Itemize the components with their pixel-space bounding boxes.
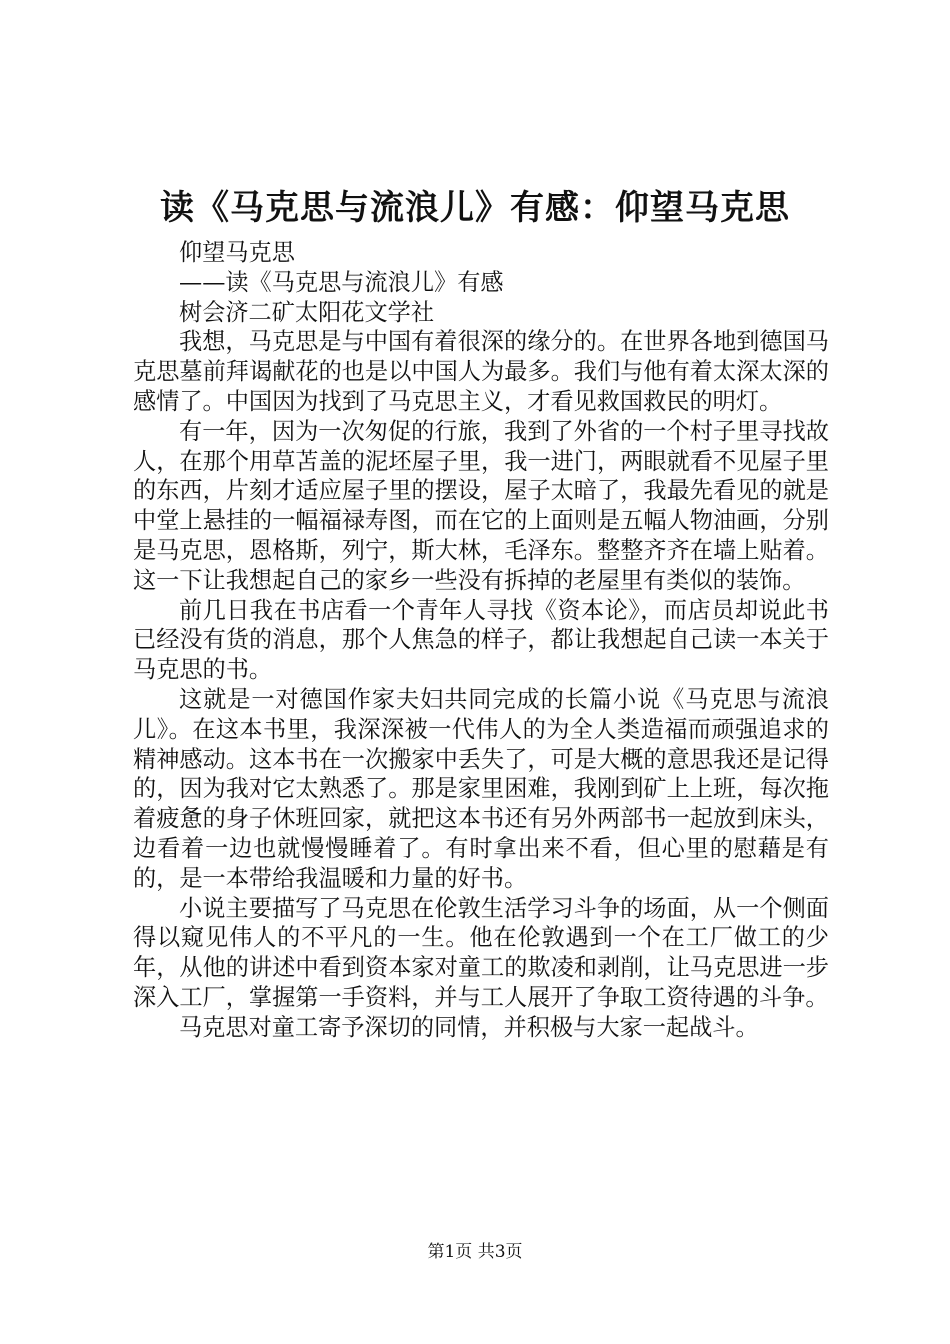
body-paragraph: 我想，马克思是与中国有着很深的缘分的。在世界各地到德国马克思墓前拜谒献花的也是以中国人为最多。我们与他有着太深太深的感情了。中国因为找到了马克思主义，才看见救国救民的明灯。 <box>133 328 829 415</box>
body-paragraph: 这就是一对德国作家夫妇共同完成的长篇小说《马克思与流浪儿》。在这本书里，我深深被一代伟人的为全人类造福而顽强追求的精神感动。这本书在一次搬家中丢失了，可是大概的意思我还是记得的，因为我对它太熟悉了。那是家里困难，我刚到矿上上班，每次拖着疲惫的身子休班回家，就把这本书还有另外两部书一起放到床头，边看着一边也就慢慢睡着了。有时拿出来不看，但心里的慰藉是有的，是一本带给我温暖和力量的好书。 <box>133 685 829 892</box>
body-paragraph: 有一年，因为一次匆促的行旅，我到了外省的一个村子里寻找故人，在那个用草苫盖的泥坯屋子里，我一进门，两眼就看不见屋子里的东西，片刻才适应屋子里的摆设，屋子太暗了，我最先看见的就是中堂上悬挂的一幅福禄寿图，而在它的上面则是五幅人物油画，分别是马克思，恩格斯，列宁，斯大林，毛泽东。整整齐齐在墙上贴着。这一下让我想起自己的家乡一些没有拆掉的老屋里有类似的装饰。 <box>133 417 829 594</box>
body-paragraph: 马克思对童工寄予深切的同情，并积极与大家一起战斗。 <box>179 1013 759 1041</box>
body-paragraph: 小说主要描写了马克思在伦敦生活学习斗争的场面，从一个侧面得以窥见伟人的不平凡的一生。他在伦敦遇到一个在工厂做工的少年，从他的讲述中看到资本家对童工的欺凌和剥削，让马克思进一步深入工厂，掌握第一手资料，并与工人展开了争取工资待遇的斗争。 <box>133 894 829 1011</box>
body-paragraph: 前几日我在书店看一个青年人寻找《资本论》，而店员却说此书已经没有货的消息，那个人焦急的样子，都让我想起自己读一本关于马克思的书。 <box>133 596 829 684</box>
subtitle-line: ——读《马克思与流浪儿》有感 <box>179 268 504 296</box>
author-line: 树会济二矿太阳花文学社 <box>179 298 435 326</box>
document-body <box>133 238 829 1043</box>
subtitle-line: 仰望马克思 <box>179 239 295 266</box>
page-number-footer: 第1页 共3页 <box>427 1242 523 1262</box>
document-title: 读《马克思与流浪儿》有感：仰望马克思 <box>160 188 790 228</box>
